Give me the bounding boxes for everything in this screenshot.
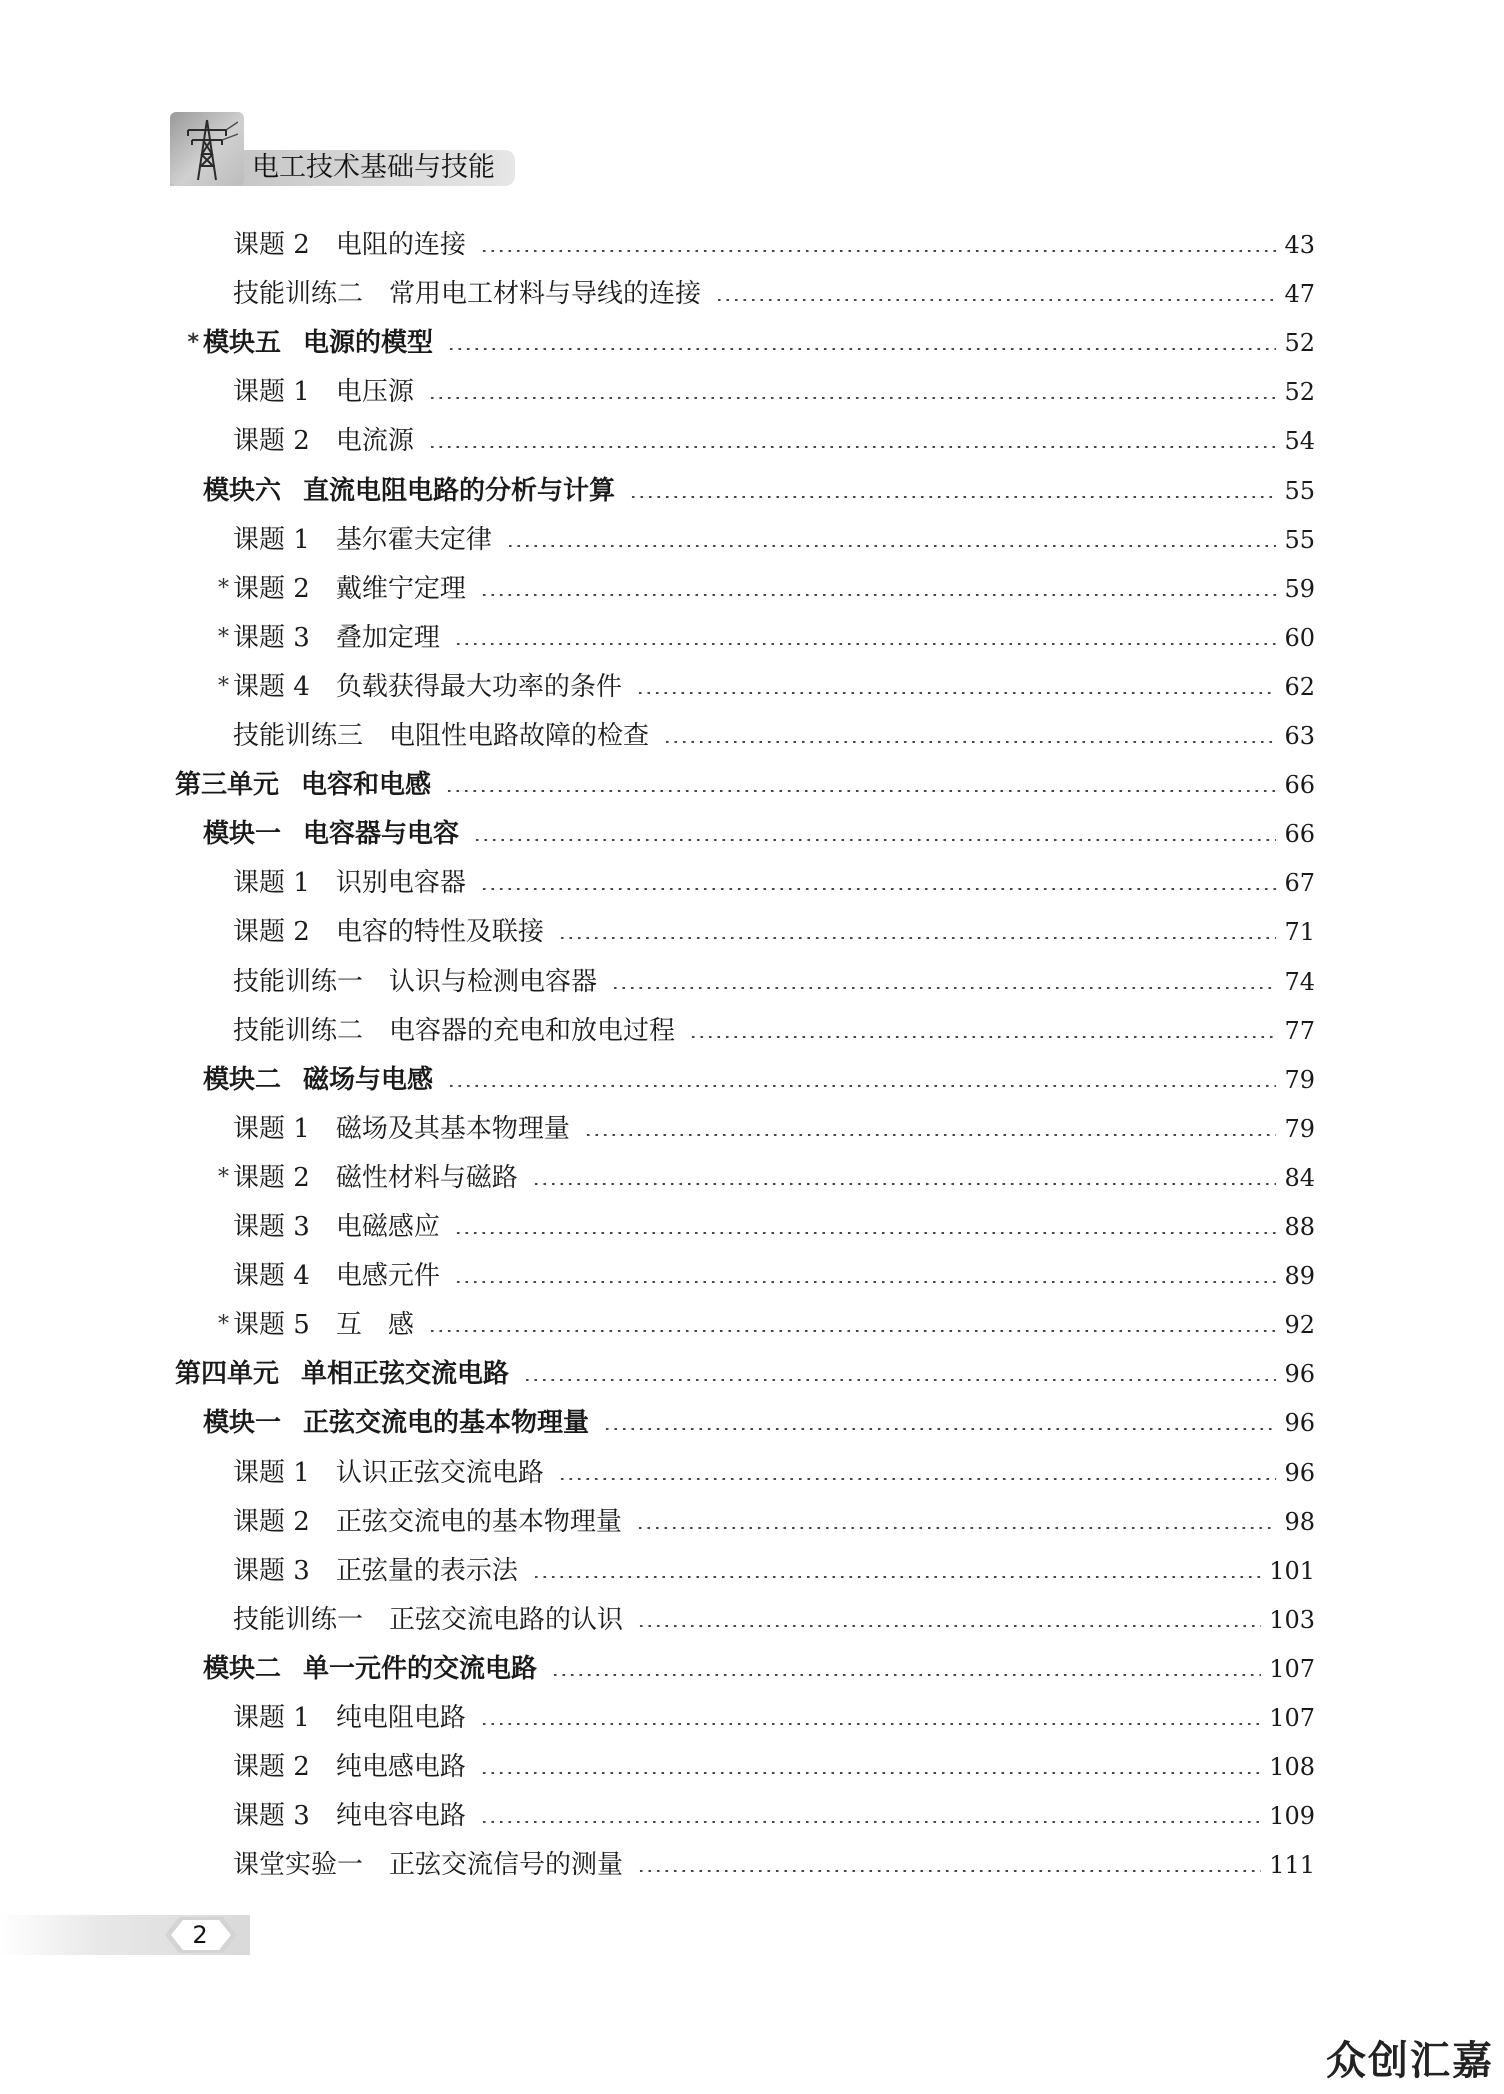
toc-entry-number: 课题 1: [233, 868, 310, 899]
optional-marker: *: [218, 575, 229, 601]
toc-entry[interactable]: [175, 1354, 1315, 1394]
toc-entry-number: 课题 2: [233, 573, 310, 604]
toc-entry-page: 89: [1284, 1262, 1315, 1291]
toc-entry-title: 认识与检测电容器: [389, 966, 598, 997]
toc-entry-number: 课堂实验一: [233, 1850, 364, 1881]
toc-entry-title: 戴维宁定理: [335, 573, 466, 604]
dot-leader: [551, 1674, 1261, 1676]
toc-entry-page: 111: [1269, 1851, 1315, 1880]
dot-leader: [603, 1428, 1276, 1430]
toc-entry-page: 98: [1284, 1507, 1315, 1536]
toc-entry-title: 正弦量的表示法: [335, 1555, 518, 1586]
toc-entry-title: 识别电容器: [335, 868, 466, 899]
toc-entry-number: 课题 4: [233, 671, 310, 702]
toc-entry-title: 电容和电感: [301, 770, 432, 801]
dot-leader: [663, 741, 1276, 743]
toc-entry-page: 47: [1284, 280, 1315, 309]
toc-entry-number: 课题 2: [233, 917, 310, 948]
toc-entry-page: 107: [1269, 1704, 1315, 1732]
toc-entry-title: 正弦交流电的基本物理量: [303, 1408, 590, 1439]
toc-entry-page: 62: [1284, 672, 1315, 701]
toc-entry[interactable]: [233, 1600, 1315, 1640]
dot-leader: [480, 594, 1277, 596]
toc-entry[interactable]: [203, 471, 1315, 511]
toc-entry-number: 课题 1: [233, 1457, 310, 1488]
toc-entry-number: 模块二: [203, 1064, 282, 1095]
toc-entry-page: 60: [1284, 623, 1315, 652]
toc-entry-number: 模块六: [203, 475, 282, 506]
toc-entry-number: 技能训练一: [233, 966, 364, 997]
toc-entry-number: 课题 5: [233, 1310, 310, 1341]
toc-entry-number: 第四单元: [175, 1359, 280, 1390]
toc-entry-title: 正弦交流电路的认识: [389, 1604, 624, 1635]
toc-entry-title: 电压源: [335, 377, 414, 408]
toc-entry-title: 单一元件的交流电路: [303, 1653, 538, 1684]
toc-entry-number: 模块二: [203, 1653, 282, 1684]
dot-leader: [445, 790, 1276, 792]
dot-leader: [428, 446, 1277, 448]
toc-entry-page: 101: [1269, 1556, 1315, 1585]
toc-entry-title: 互 感: [335, 1310, 414, 1341]
dot-leader: [637, 1625, 1261, 1627]
toc-entry[interactable]: [233, 1256, 1315, 1296]
toc-entry-page: 55: [1284, 476, 1315, 505]
toc-entry[interactable]: [233, 863, 1315, 903]
dot-leader: [454, 643, 1277, 645]
toc-entry-page: 107: [1269, 1654, 1315, 1683]
toc-entry-number: 课题 3: [233, 1801, 310, 1832]
toc-entry[interactable]: [233, 1011, 1315, 1051]
toc-entry-page: 66: [1284, 820, 1315, 849]
toc-entry[interactable]: [233, 1845, 1315, 1885]
toc-entry[interactable]: [203, 1649, 1315, 1689]
toc-entry-number: 技能训练一: [233, 1604, 364, 1635]
toc-entry-number: 模块一: [203, 1408, 282, 1439]
toc-entry-title: 直流电阻电路的分析与计算: [303, 475, 616, 506]
toc-entry-number: 技能训练二: [233, 1015, 364, 1046]
toc-entry[interactable]: [233, 1747, 1315, 1787]
toc-entry-title: 常用电工材料与导线的连接: [389, 279, 702, 310]
toc-entry[interactable]: [218, 569, 1315, 609]
dot-leader: [636, 692, 1277, 694]
toc-entry-number: 课题 3: [233, 622, 310, 653]
toc-entry-number: 模块五: [203, 328, 282, 359]
toc-entry-page: 74: [1284, 967, 1315, 996]
toc-entry[interactable]: [233, 1551, 1315, 1591]
toc-entry-number: 课题 2: [233, 230, 310, 260]
toc-entry[interactable]: [175, 765, 1315, 805]
toc-entry[interactable]: [218, 618, 1315, 658]
toc-entry-number: 课题 4: [233, 1261, 310, 1292]
toc-entry-number: 课题 3: [233, 1212, 310, 1242]
toc-entry-page: 92: [1284, 1311, 1315, 1340]
toc-entry-number: 课题 2: [233, 1752, 310, 1783]
toc-entry-title: 磁场及其基本物理量: [335, 1113, 570, 1144]
toc-entry-number: 课题 3: [233, 1555, 310, 1586]
toc-entry-title: 电源的模型: [303, 328, 434, 359]
toc-entry-page: 59: [1284, 574, 1315, 603]
toc-entry[interactable]: [233, 1502, 1315, 1542]
dot-leader: [447, 1085, 1276, 1087]
dot-leader: [454, 1232, 1277, 1234]
toc-entry-page: 67: [1284, 869, 1315, 898]
toc-entry-page: 96: [1284, 1360, 1315, 1389]
toc-entry-title: 磁性材料与磁路: [335, 1162, 518, 1193]
toc-entry[interactable]: [233, 962, 1315, 1002]
toc-entry-title: 正弦交流电的基本物理量: [335, 1506, 622, 1537]
toc-entry[interactable]: [233, 225, 1315, 265]
toc-entry[interactable]: [203, 1060, 1315, 1100]
toc-entry-title: 电容的特性及联接: [335, 917, 544, 948]
dot-leader: [454, 1281, 1277, 1283]
toc-entry-page: 77: [1284, 1016, 1315, 1045]
toc-entry-title: 纯电阻电路: [335, 1703, 466, 1733]
optional-marker: *: [187, 330, 199, 356]
dot-leader: [480, 1821, 1261, 1823]
toc-entry[interactable]: [187, 323, 1315, 363]
toc-entry-number: 技能训练三: [233, 721, 364, 751]
toc-entry-number: 课题 2: [233, 1506, 310, 1537]
toc-entry[interactable]: [233, 421, 1315, 461]
dot-leader: [689, 1036, 1276, 1038]
toc-entry-page: 108: [1269, 1753, 1315, 1782]
page-number: 2: [192, 1921, 208, 1949]
toc-entry[interactable]: [233, 1698, 1315, 1738]
toc-entry-page: 79: [1284, 1114, 1315, 1143]
toc-entry[interactable]: [218, 667, 1315, 707]
toc-entry-number: 课题 1: [233, 1703, 310, 1733]
dot-leader: [611, 987, 1276, 989]
toc-entry-title: 单相正弦交流电路: [301, 1359, 510, 1390]
toc-entry-title: 正弦交流信号的测量: [389, 1850, 624, 1881]
toc-entry-page: 88: [1284, 1213, 1315, 1241]
toc-entry-number: 课题 2: [233, 426, 310, 457]
toc-entry[interactable]: [233, 1453, 1315, 1493]
toc-entry-number: 模块一: [203, 819, 282, 850]
toc-entry[interactable]: [233, 716, 1315, 756]
toc-entry-number: 课题 1: [233, 524, 310, 555]
toc-entry-page: 96: [1284, 1458, 1315, 1487]
toc-entry-title: 负载获得最大功率的条件: [335, 671, 622, 702]
dot-leader: [506, 545, 1277, 547]
toc-entry-title: 电容器的充电和放电过程: [389, 1015, 676, 1046]
dot-leader: [637, 1870, 1261, 1872]
dot-leader: [480, 1723, 1261, 1725]
toc-entry[interactable]: [233, 274, 1315, 314]
optional-marker: *: [218, 1312, 229, 1338]
toc-entry-title: 认识正弦交流电路: [335, 1457, 544, 1488]
toc-entry-page: 63: [1284, 722, 1315, 750]
dot-leader: [480, 888, 1277, 890]
dot-leader: [428, 1330, 1277, 1332]
dot-leader: [523, 1379, 1276, 1381]
toc-entry-title: 电容器与电容: [303, 819, 460, 850]
toc-entry-title: 电感元件: [335, 1261, 440, 1292]
toc-entry-title: 基尔霍夫定律: [335, 524, 492, 555]
toc-entry[interactable]: [218, 1305, 1315, 1345]
toc-entry-number: 课题 2: [233, 1162, 310, 1193]
toc-entry-page: 43: [1284, 231, 1315, 259]
power-tower-logo: [170, 112, 244, 186]
toc-entry-page: 109: [1269, 1802, 1315, 1831]
toc-entry[interactable]: [218, 1158, 1315, 1198]
power-tower-icon: [176, 116, 238, 184]
toc-entry-page: 103: [1269, 1605, 1315, 1634]
toc-entry[interactable]: [233, 1796, 1315, 1836]
dot-leader: [447, 348, 1276, 350]
toc-entry-number: 课题 1: [233, 1113, 310, 1144]
toc-entry-page: 54: [1284, 427, 1315, 456]
dot-leader: [636, 1527, 1277, 1529]
toc-entry-title: 电阻性电路故障的检查: [389, 721, 650, 751]
toc-entry-title: 电磁感应: [335, 1212, 440, 1242]
watermark: 众创汇嘉: [1326, 2038, 1494, 2084]
toc-entry-title: 纯电感电路: [335, 1752, 466, 1783]
dot-leader: [558, 937, 1277, 939]
toc-entry-title: 叠加定理: [335, 622, 440, 653]
toc-entry-title: 纯电容电路: [335, 1801, 466, 1832]
optional-marker: *: [218, 673, 229, 699]
dot-leader: [480, 1772, 1261, 1774]
toc-entry-page: 52: [1284, 378, 1315, 407]
optional-marker: *: [218, 1164, 229, 1190]
toc-entry-number: 技能训练二: [233, 279, 364, 310]
dot-leader: [584, 1134, 1277, 1136]
toc-entry[interactable]: [233, 912, 1315, 952]
toc-entry-title: 电阻的连接: [335, 230, 466, 260]
toc-entry[interactable]: [203, 814, 1315, 854]
toc-entry-page: 52: [1284, 329, 1315, 358]
toc-entry[interactable]: [233, 372, 1315, 412]
toc-entry-page: 96: [1284, 1409, 1315, 1438]
optional-marker: *: [218, 624, 229, 650]
dot-leader: [428, 397, 1277, 399]
toc-entry-number: 第三单元: [175, 770, 280, 801]
toc-entry-page: 71: [1284, 918, 1315, 947]
dot-leader: [473, 839, 1276, 841]
toc-entry[interactable]: [233, 1109, 1315, 1149]
toc-entry-title: 磁场与电感: [303, 1064, 434, 1095]
dot-leader: [480, 250, 1277, 252]
toc-entry-title: 电流源: [335, 426, 414, 457]
toc-entry-number: 课题 1: [233, 377, 310, 408]
toc-entry-page: 84: [1284, 1163, 1315, 1192]
book-title: 电工技术基础与技能: [252, 152, 495, 183]
toc-entry[interactable]: [233, 520, 1315, 560]
toc-entry-page: 55: [1284, 525, 1315, 554]
toc-entry[interactable]: [233, 1207, 1315, 1247]
toc-entry-page: 66: [1284, 771, 1315, 800]
dot-leader: [629, 496, 1276, 498]
running-header: [170, 112, 520, 187]
dot-leader: [532, 1183, 1277, 1185]
toc-entry-page: 79: [1284, 1065, 1315, 1094]
dot-leader: [558, 1478, 1277, 1480]
dot-leader: [715, 299, 1276, 301]
dot-leader: [532, 1576, 1261, 1578]
toc-entry[interactable]: [203, 1403, 1315, 1443]
